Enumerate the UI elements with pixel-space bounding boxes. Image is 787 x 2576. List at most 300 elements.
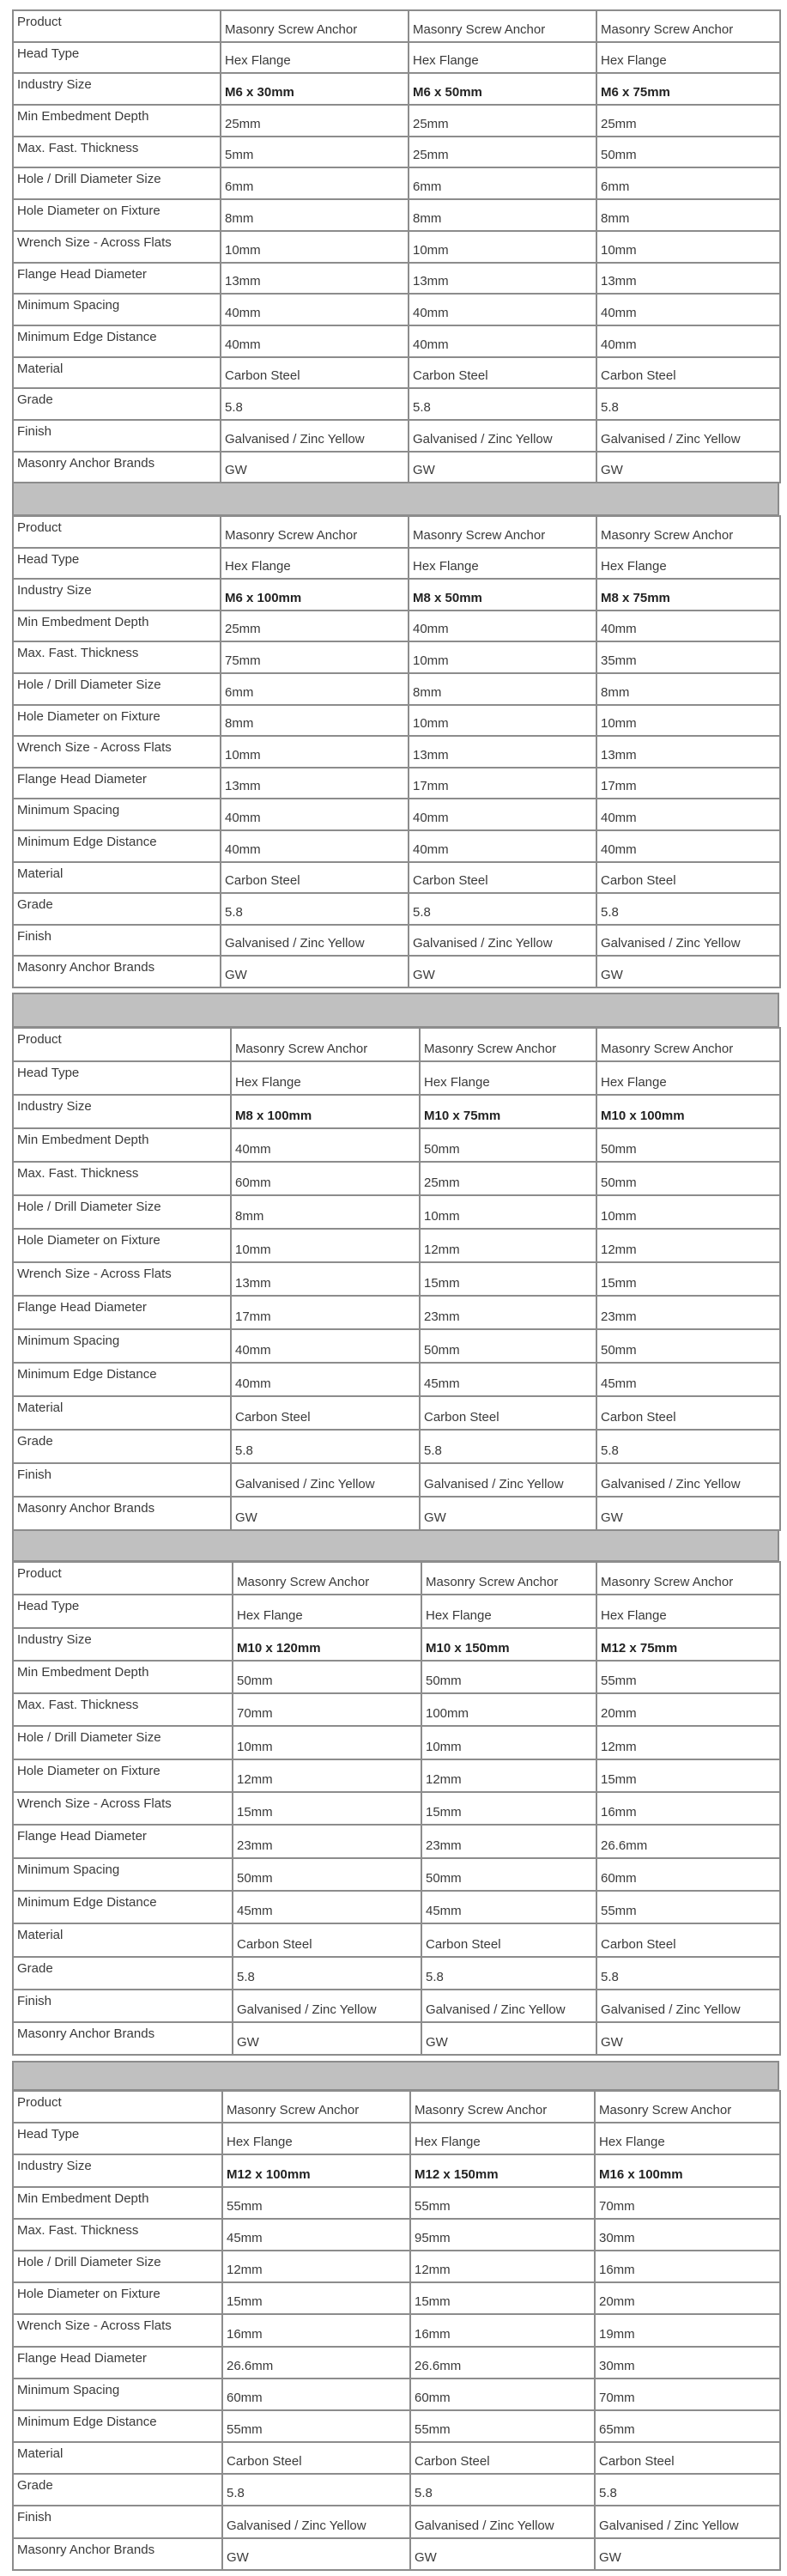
spec-value-cell: 5.8 — [421, 1957, 596, 1990]
row-label: Minimum Edge Distance — [13, 1363, 231, 1396]
spec-value-cell: 55mm — [596, 1661, 780, 1693]
spec-value-cell: 17mm — [596, 768, 780, 799]
industry-size-cell: M10 x 120mm — [233, 1628, 421, 1661]
spec-value-cell: 45mm — [222, 2219, 410, 2251]
spec-value-cell: Masonry Screw Anchor — [221, 10, 409, 42]
spec-value-cell: Carbon Steel — [595, 2442, 780, 2474]
table-row — [13, 1595, 780, 1627]
spec-value-cell: 25mm — [420, 1162, 596, 1195]
spec-value-cell: 10mm — [409, 231, 596, 263]
spec-value-cell: 25mm — [596, 105, 780, 137]
spec-value-cell: 40mm — [231, 1329, 420, 1363]
spec-value-cell: Galvanised / Zinc Yellow — [596, 925, 780, 957]
spec-value-cell: 50mm — [233, 1661, 421, 1693]
spec-value-cell: 40mm — [596, 294, 780, 325]
spec-value-cell: 8mm — [409, 673, 596, 705]
row-label: Hole / Drill Diameter Size — [13, 1726, 233, 1759]
spec-value-cell: 8mm — [596, 673, 780, 705]
table-row — [13, 579, 780, 611]
spec-value-cell: 50mm — [596, 1128, 780, 1162]
row-label: Hole / Drill Diameter Size — [13, 673, 221, 705]
row-label: Max. Fast. Thickness — [13, 1693, 233, 1726]
spec-value-cell: 16mm — [410, 2314, 595, 2346]
spec-value-cell: 23mm — [420, 1296, 596, 1329]
spec-value-cell: Carbon Steel — [596, 862, 780, 894]
spec-value-cell: 10mm — [596, 705, 780, 737]
table-row — [13, 862, 780, 894]
industry-size-cell: M16 x 100mm — [595, 2154, 780, 2186]
row-label: Minimum Spacing — [13, 1858, 233, 1891]
spec-value-cell: Hex Flange — [233, 1595, 421, 1627]
spec-value-cell: 23mm — [233, 1825, 421, 1857]
spec-value-cell: 19mm — [595, 2314, 780, 2346]
spec-value-cell: 12mm — [233, 1759, 421, 1792]
table-row — [13, 1726, 780, 1759]
spec-value-cell: 5.8 — [420, 1430, 596, 1463]
row-label: Product — [13, 1028, 231, 1061]
spec-value-cell: Carbon Steel — [231, 1396, 420, 1430]
table-row — [13, 199, 780, 231]
spec-value-cell: 5.8 — [596, 893, 780, 925]
industry-size-cell: M12 x 75mm — [596, 1628, 780, 1661]
spec-value-cell: Carbon Steel — [222, 2442, 410, 2474]
row-label: Minimum Spacing — [13, 294, 221, 325]
spec-value-cell: Carbon Steel — [596, 1923, 780, 1956]
spec-value-cell: 65mm — [595, 2410, 780, 2442]
spec-value-cell: 20mm — [595, 2282, 780, 2314]
table-row — [13, 452, 780, 483]
row-label: Hole / Drill Diameter Size — [13, 167, 221, 199]
spec-value-cell: 13mm — [409, 736, 596, 768]
table-row — [13, 1825, 780, 1857]
row-label: Minimum Spacing — [13, 799, 221, 830]
spec-value-cell: GW — [595, 2538, 780, 2570]
row-label: Flange Head Diameter — [13, 2347, 222, 2379]
table-row — [13, 1497, 780, 1530]
table-row — [13, 611, 780, 642]
table-row — [13, 2506, 780, 2537]
spec-value-cell: Galvanised / Zinc Yellow — [596, 1463, 780, 1497]
table-row — [13, 925, 780, 957]
spec-value-cell: Carbon Steel — [596, 1396, 780, 1430]
spec-value-cell: Galvanised / Zinc Yellow — [596, 420, 780, 452]
spec-value-cell: Hex Flange — [409, 42, 596, 74]
spec-value-cell: 16mm — [222, 2314, 410, 2346]
table-row — [13, 516, 780, 548]
row-label: Flange Head Diameter — [13, 1296, 231, 1329]
table-row — [13, 231, 780, 263]
spec-value-cell: 40mm — [231, 1363, 420, 1396]
table-row — [13, 357, 780, 389]
table-row — [13, 893, 780, 925]
row-label: Wrench Size - Across Flats — [13, 1262, 231, 1296]
spec-value-cell: 40mm — [409, 799, 596, 830]
table-row — [13, 105, 780, 137]
row-label: Head Type — [13, 1595, 233, 1627]
row-label: Wrench Size - Across Flats — [13, 1792, 233, 1825]
spec-value-cell: 6mm — [221, 673, 409, 705]
spec-value-cell: 5.8 — [409, 893, 596, 925]
row-label: Finish — [13, 420, 221, 452]
spec-value-cell: 40mm — [596, 611, 780, 642]
spec-value-cell: 45mm — [420, 1363, 596, 1396]
spec-value-cell: Galvanised / Zinc Yellow — [409, 925, 596, 957]
table-row — [13, 956, 780, 987]
spec-value-cell: 40mm — [596, 799, 780, 830]
row-label: Hole / Drill Diameter Size — [13, 1195, 231, 1229]
spec-value-cell: 12mm — [222, 2251, 410, 2282]
table-row — [13, 673, 780, 705]
row-label: Wrench Size - Across Flats — [13, 736, 221, 768]
spec-value-cell: 17mm — [231, 1296, 420, 1329]
industry-size-cell: M10 x 100mm — [596, 1095, 780, 1128]
spec-value-cell: Galvanised / Zinc Yellow — [233, 1990, 421, 2022]
spec-value-cell: 50mm — [233, 1858, 421, 1891]
table-row — [13, 420, 780, 452]
spec-value-cell: Galvanised / Zinc Yellow — [410, 2506, 595, 2537]
spec-value-cell: 13mm — [231, 1262, 420, 1296]
table-row — [13, 167, 780, 199]
spec-value-cell: Hex Flange — [596, 1061, 780, 1095]
table-row — [13, 10, 780, 42]
table-row — [13, 2314, 780, 2346]
spec-value-cell: Hex Flange — [221, 548, 409, 580]
row-label: Min Embedment Depth — [13, 2187, 222, 2219]
spec-value-cell: 40mm — [409, 830, 596, 862]
spec-value-cell: Carbon Steel — [420, 1396, 596, 1430]
row-label: Product — [13, 516, 221, 548]
spec-table-1 — [12, 9, 781, 483]
spec-value-cell: Hex Flange — [222, 2123, 410, 2154]
spec-value-cell: Carbon Steel — [410, 2442, 595, 2474]
spec-value-cell: Masonry Screw Anchor — [421, 1562, 596, 1595]
row-label: Min Embedment Depth — [13, 105, 221, 137]
spec-value-cell: 13mm — [596, 263, 780, 295]
spec-value-cell: 5.8 — [222, 2474, 410, 2506]
spec-value-cell: GW — [231, 1497, 420, 1530]
spec-value-cell: Masonry Screw Anchor — [222, 2091, 410, 2123]
spec-value-cell: 55mm — [596, 1891, 780, 1923]
row-label: Head Type — [13, 548, 221, 580]
spec-value-cell: 25mm — [409, 137, 596, 168]
table-row — [13, 42, 780, 74]
spec-value-cell: 5.8 — [409, 388, 596, 420]
industry-size-cell: M6 x 30mm — [221, 73, 409, 105]
spec-value-cell: 60mm — [231, 1162, 420, 1195]
row-label: Grade — [13, 1957, 233, 1990]
table-row — [13, 1463, 780, 1497]
row-label: Finish — [13, 925, 221, 957]
spec-value-cell: 50mm — [420, 1128, 596, 1162]
table-row — [13, 548, 780, 580]
row-label: Minimum Edge Distance — [13, 830, 221, 862]
table-row — [13, 294, 780, 325]
spec-value-cell: Carbon Steel — [421, 1923, 596, 1956]
spec-table-2 — [12, 515, 781, 988]
table-row — [13, 1891, 780, 1923]
spec-value-cell: 5.8 — [596, 388, 780, 420]
spec-value-cell: 40mm — [409, 611, 596, 642]
spec-value-cell: 17mm — [409, 768, 596, 799]
industry-size-cell: M6 x 100mm — [221, 579, 409, 611]
row-label: Grade — [13, 1430, 231, 1463]
spec-value-cell: 50mm — [596, 1329, 780, 1363]
spec-value-cell: GW — [409, 956, 596, 987]
spec-value-cell: Hex Flange — [596, 1595, 780, 1627]
spec-value-cell: 13mm — [596, 736, 780, 768]
row-label: Minimum Edge Distance — [13, 2410, 222, 2442]
table-row — [13, 2251, 780, 2282]
spec-value-cell: 40mm — [231, 1128, 420, 1162]
row-label: Hole Diameter on Fixture — [13, 2282, 222, 2314]
row-label: Grade — [13, 2474, 222, 2506]
spec-value-cell: Galvanised / Zinc Yellow — [421, 1990, 596, 2022]
spec-value-cell: Galvanised / Zinc Yellow — [420, 1463, 596, 1497]
spec-value-cell: 35mm — [596, 641, 780, 673]
table-row — [13, 1028, 780, 1061]
row-label: Product — [13, 2091, 222, 2123]
spec-value-cell: 6mm — [409, 167, 596, 199]
spec-value-cell: 23mm — [421, 1825, 596, 1857]
row-label: Head Type — [13, 42, 221, 74]
spec-value-cell: 40mm — [409, 325, 596, 357]
spec-value-cell: 5.8 — [221, 388, 409, 420]
row-label: Material — [13, 862, 221, 894]
spec-value-cell: 40mm — [596, 830, 780, 862]
table-row — [13, 1661, 780, 1693]
spec-value-cell: 70mm — [595, 2379, 780, 2410]
spec-value-cell: 26.6mm — [222, 2347, 410, 2379]
spec-value-cell: 5mm — [221, 137, 409, 168]
spec-value-cell: 25mm — [221, 611, 409, 642]
industry-size-cell: M12 x 100mm — [222, 2154, 410, 2186]
spec-value-cell: 15mm — [421, 1792, 596, 1825]
table-row — [13, 1628, 780, 1661]
spec-value-cell: 15mm — [233, 1792, 421, 1825]
row-label: Industry Size — [13, 579, 221, 611]
table-row — [13, 1396, 780, 1430]
table-row — [13, 1759, 780, 1792]
table-row — [13, 830, 780, 862]
spec-value-cell: 8mm — [596, 199, 780, 231]
row-label: Head Type — [13, 1061, 231, 1095]
row-label: Hole / Drill Diameter Size — [13, 2251, 222, 2282]
row-label: Industry Size — [13, 73, 221, 105]
spec-value-cell: 5.8 — [231, 1430, 420, 1463]
spec-value-cell: 26.6mm — [596, 1825, 780, 1857]
spec-value-cell: 10mm — [596, 231, 780, 263]
spec-value-cell: 95mm — [410, 2219, 595, 2251]
spec-value-cell: GW — [233, 2022, 421, 2055]
table-row — [13, 1162, 780, 1195]
spec-value-cell: 12mm — [421, 1759, 596, 1792]
table-row — [13, 2474, 780, 2506]
row-label: Flange Head Diameter — [13, 263, 221, 295]
spec-value-cell: GW — [596, 2022, 780, 2055]
spec-value-cell: GW — [221, 452, 409, 483]
spec-value-cell: Galvanised / Zinc Yellow — [231, 1463, 420, 1497]
spec-value-cell: Masonry Screw Anchor — [409, 10, 596, 42]
spec-value-cell: 25mm — [221, 105, 409, 137]
table-row — [13, 388, 780, 420]
table-row — [13, 1229, 780, 1262]
spec-value-cell: Galvanised / Zinc Yellow — [221, 925, 409, 957]
industry-size-cell: M6 x 75mm — [596, 73, 780, 105]
table-row — [13, 73, 780, 105]
row-label: Material — [13, 1396, 231, 1430]
row-label: Max. Fast. Thickness — [13, 641, 221, 673]
spec-value-cell: GW — [421, 2022, 596, 2055]
table-row — [13, 2442, 780, 2474]
section-divider — [12, 993, 779, 1028]
spec-value-cell: 8mm — [409, 199, 596, 231]
table-row — [13, 1792, 780, 1825]
spec-value-cell: 40mm — [221, 799, 409, 830]
table-row — [13, 1957, 780, 1990]
spec-value-cell: Carbon Steel — [409, 357, 596, 389]
row-label: Min Embedment Depth — [13, 1128, 231, 1162]
row-label: Material — [13, 1923, 233, 1956]
row-label: Hole Diameter on Fixture — [13, 705, 221, 737]
spec-value-cell: GW — [596, 452, 780, 483]
spec-value-cell: Galvanised / Zinc Yellow — [221, 420, 409, 452]
table-row — [13, 1095, 780, 1128]
row-label: Industry Size — [13, 1628, 233, 1661]
row-label: Grade — [13, 893, 221, 925]
spec-value-cell: Hex Flange — [221, 42, 409, 74]
row-label: Material — [13, 2442, 222, 2474]
spec-value-cell: 10mm — [233, 1726, 421, 1759]
row-label: Finish — [13, 1463, 231, 1497]
spec-value-cell: 45mm — [596, 1363, 780, 1396]
spec-value-cell: 50mm — [421, 1661, 596, 1693]
row-label: Industry Size — [13, 1095, 231, 1128]
table-row — [13, 705, 780, 737]
spec-value-cell: GW — [596, 1497, 780, 1530]
industry-size-cell: M8 x 75mm — [596, 579, 780, 611]
row-label: Max. Fast. Thickness — [13, 2219, 222, 2251]
spec-value-cell: Masonry Screw Anchor — [231, 1028, 420, 1061]
spec-value-cell: Carbon Steel — [596, 357, 780, 389]
spec-value-cell: Hex Flange — [595, 2123, 780, 2154]
table-row — [13, 799, 780, 830]
table-row — [13, 2123, 780, 2154]
table-row — [13, 1296, 780, 1329]
row-label: Industry Size — [13, 2154, 222, 2186]
section-divider — [12, 2061, 779, 2091]
industry-size-cell: M8 x 50mm — [409, 579, 596, 611]
spec-value-cell: 10mm — [409, 641, 596, 673]
section-divider — [12, 482, 779, 516]
spec-value-cell: 10mm — [221, 231, 409, 263]
row-label: Masonry Anchor Brands — [13, 2022, 233, 2055]
spec-value-cell: 70mm — [233, 1693, 421, 1726]
table-row — [13, 2219, 780, 2251]
table-row — [13, 2410, 780, 2442]
spec-value-cell: GW — [221, 956, 409, 987]
spec-value-cell: 5.8 — [233, 1957, 421, 1990]
table-row — [13, 1128, 780, 1162]
spec-value-cell: 20mm — [596, 1693, 780, 1726]
spec-value-cell: 50mm — [596, 1162, 780, 1195]
spec-value-cell: 5.8 — [410, 2474, 595, 2506]
spec-value-cell: 70mm — [595, 2187, 780, 2219]
spec-value-cell: 15mm — [222, 2282, 410, 2314]
spec-value-cell: Galvanised / Zinc Yellow — [409, 420, 596, 452]
spec-value-cell: 8mm — [221, 705, 409, 737]
row-label: Hole Diameter on Fixture — [13, 1229, 231, 1262]
spec-table-3 — [12, 1027, 781, 1531]
row-label: Material — [13, 357, 221, 389]
row-label: Flange Head Diameter — [13, 768, 221, 799]
spec-value-cell: Masonry Screw Anchor — [596, 516, 780, 548]
table-row — [13, 1990, 780, 2022]
table-row — [13, 1262, 780, 1296]
industry-size-cell: M12 x 150mm — [410, 2154, 595, 2186]
table-row — [13, 1562, 780, 1595]
row-label: Wrench Size - Across Flats — [13, 231, 221, 263]
row-label: Minimum Spacing — [13, 1329, 231, 1363]
table-row — [13, 2538, 780, 2570]
section-divider — [12, 1529, 779, 1562]
industry-size-cell: M6 x 50mm — [409, 73, 596, 105]
spec-value-cell: 40mm — [221, 830, 409, 862]
row-label: Minimum Spacing — [13, 2379, 222, 2410]
spec-value-cell: Carbon Steel — [221, 357, 409, 389]
spec-value-cell: Carbon Steel — [233, 1923, 421, 1956]
spec-value-cell: 10mm — [409, 705, 596, 737]
table-row — [13, 1693, 780, 1726]
spec-value-cell: 10mm — [596, 1195, 780, 1229]
industry-size-cell: M10 x 150mm — [421, 1628, 596, 1661]
table-row — [13, 1923, 780, 1956]
spec-value-cell: 10mm — [221, 736, 409, 768]
spec-value-cell: 16mm — [596, 1792, 780, 1825]
row-label: Product — [13, 1562, 233, 1595]
spec-value-cell: GW — [222, 2538, 410, 2570]
row-label: Finish — [13, 2506, 222, 2537]
row-label: Masonry Anchor Brands — [13, 452, 221, 483]
spec-value-cell: 6mm — [596, 167, 780, 199]
spec-value-cell: Hex Flange — [410, 2123, 595, 2154]
spec-value-cell: 60mm — [222, 2379, 410, 2410]
row-label: Masonry Anchor Brands — [13, 956, 221, 987]
row-label: Min Embedment Depth — [13, 1661, 233, 1693]
spec-value-cell: 40mm — [596, 325, 780, 357]
table-row — [13, 736, 780, 768]
spec-value-cell: Masonry Screw Anchor — [596, 10, 780, 42]
spec-value-cell: 50mm — [421, 1858, 596, 1891]
spec-value-cell: 10mm — [231, 1229, 420, 1262]
spec-value-cell: 5.8 — [595, 2474, 780, 2506]
industry-size-cell: M8 x 100mm — [231, 1095, 420, 1128]
table-row — [13, 641, 780, 673]
spec-value-cell: 45mm — [233, 1891, 421, 1923]
spec-value-cell: 75mm — [221, 641, 409, 673]
spec-value-cell: Masonry Screw Anchor — [233, 1562, 421, 1595]
spec-value-cell: 100mm — [421, 1693, 596, 1726]
spec-table-5 — [12, 2090, 781, 2571]
table-row — [13, 1195, 780, 1229]
spec-value-cell: Hex Flange — [231, 1061, 420, 1095]
spec-value-cell: 55mm — [410, 2187, 595, 2219]
industry-size-cell: M10 x 75mm — [420, 1095, 596, 1128]
table-row — [13, 1430, 780, 1463]
table-row — [13, 263, 780, 295]
table-row — [13, 2379, 780, 2410]
spec-value-cell: Masonry Screw Anchor — [596, 1562, 780, 1595]
table-row — [13, 1061, 780, 1095]
